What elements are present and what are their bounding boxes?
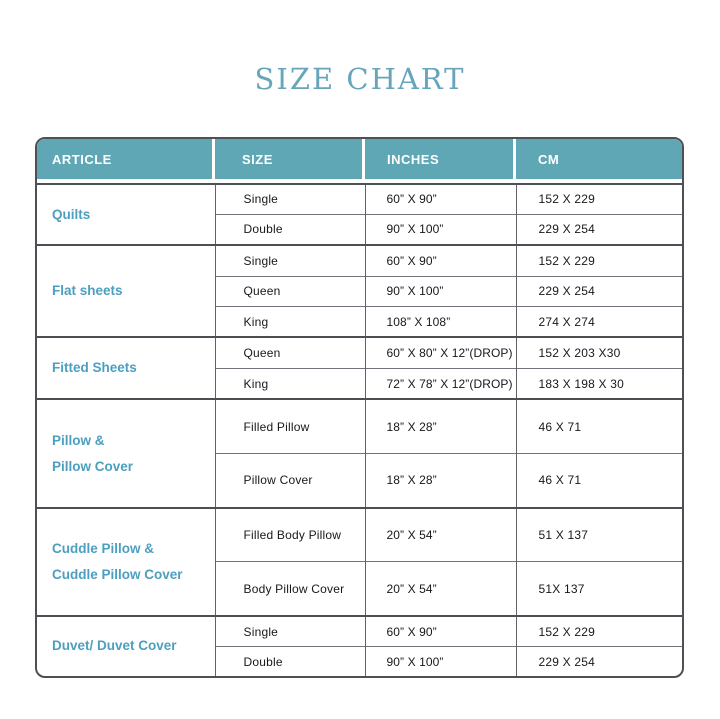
table-row [37,616,682,647]
table-header-row [37,139,682,183]
size-cell: Pillow Cover [215,454,365,508]
article-label-line: Cuddle Pillow & [52,540,155,556]
inches-cell: 90” X 100” [365,276,516,306]
inches-cell: 20” X 54” [365,562,516,616]
inches-cell: 60” X 90” [365,616,516,647]
article-label-line: Quilts [52,206,91,222]
article-cell [37,616,215,676]
size-cell: King [215,368,365,399]
article-cell [37,508,215,616]
column-header-inches: INCHES [365,139,516,179]
size-cell: King [215,306,365,337]
article-label-line: Pillow Cover [52,458,134,474]
article-cell [37,185,215,245]
size-cell: Filled Body Pillow [215,508,365,562]
size-grid [37,185,682,676]
cm-cell: 152 X 229 [516,616,682,647]
cm-cell: 183 X 198 X 30 [516,368,682,399]
cm-cell: 51 X 137 [516,508,682,562]
table-body [37,183,682,676]
inches-cell: 90” X 100” [365,647,516,676]
cm-cell: 152 X 203 X30 [516,337,682,368]
inches-cell: 18” X 28” [365,454,516,508]
size-cell: Queen [215,337,365,368]
inches-cell: 20” X 54” [365,508,516,562]
table-row [37,185,682,214]
article-cell [37,399,215,507]
size-cell: Double [215,214,365,245]
cm-cell: 46 X 71 [516,399,682,453]
table-row [37,399,682,453]
article-label-line: Flat sheets [52,283,123,299]
table-row [37,337,682,368]
cm-cell: 152 X 229 [516,185,682,214]
article-cell [37,245,215,337]
cm-cell: 46 X 71 [516,454,682,508]
article-cell [37,337,215,399]
cm-cell: 229 X 254 [516,647,682,676]
size-cell: Double [215,647,365,676]
cm-cell: 229 X 254 [516,276,682,306]
inches-cell: 108” X 108” [365,306,516,337]
article-label-line: Duvet/ Duvet Cover [52,638,177,654]
inches-cell: 90” X 100” [365,214,516,245]
size-cell: Filled Pillow [215,399,365,453]
column-header-article: ARTICLE [37,139,215,179]
table-row [37,508,682,562]
size-cell: Single [215,185,365,214]
size-cell: Body Pillow Cover [215,562,365,616]
column-header-cm: CM [516,139,682,179]
cm-cell: 152 X 229 [516,245,682,276]
size-cell: Single [215,616,365,647]
article-label-line: Pillow & [52,432,105,448]
article-label-line: Cuddle Pillow Cover [52,566,183,582]
column-header-size: SIZE [215,139,365,179]
article-label-line: Fitted Sheets [52,360,137,376]
cm-cell: 274 X 274 [516,306,682,337]
table-row [37,245,682,276]
inches-cell: 60” X 80” X 12”(DROP) [365,337,516,368]
cm-cell: 51X 137 [516,562,682,616]
inches-cell: 60” X 90” [365,245,516,276]
page-title: SIZE CHART [254,62,466,96]
cm-cell: 229 X 254 [516,214,682,245]
size-chart-table [35,137,684,678]
size-cell: Queen [215,276,365,306]
inches-cell: 18” X 28” [365,399,516,453]
inches-cell: 60” X 90” [365,185,516,214]
inches-cell: 72” X 78” X 12”(DROP) [365,368,516,399]
size-cell: Single [215,245,365,276]
